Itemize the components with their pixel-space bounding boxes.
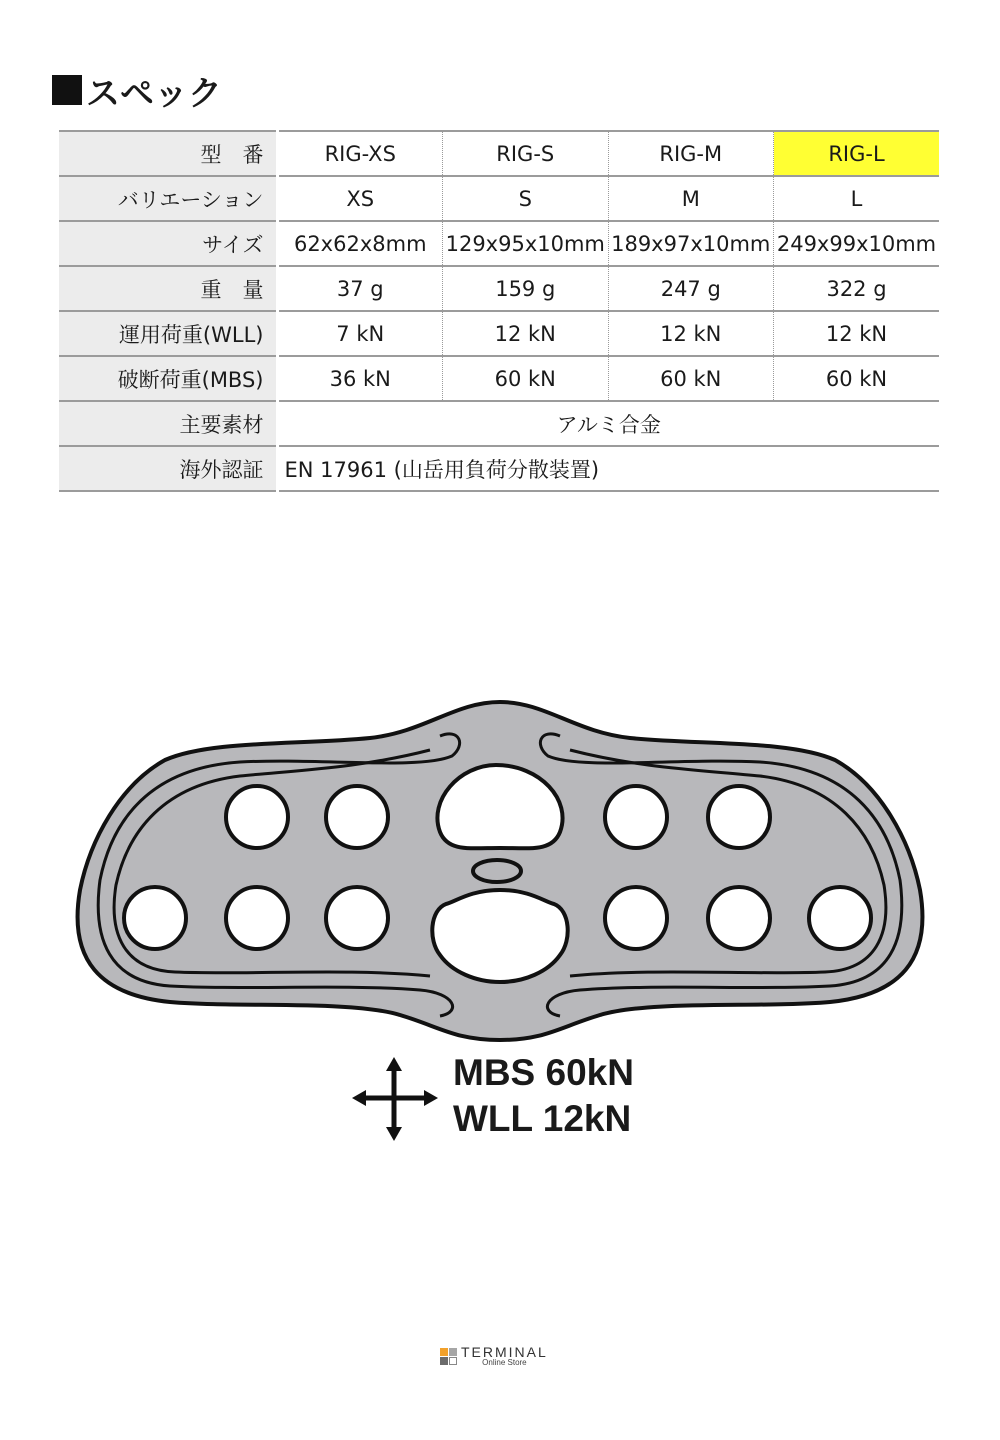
- logo-mark-icon: [440, 1348, 457, 1365]
- load-rating: [453, 1050, 634, 1142]
- logo-subtitle: Online Store: [482, 1358, 527, 1367]
- table-cell: 62x62x8mm: [277, 221, 443, 266]
- table-cell: 129x95x10mm: [443, 221, 609, 266]
- logo-name: TERMINAL: [461, 1344, 548, 1360]
- table-cell: L: [774, 176, 940, 221]
- table-cell: 322 g: [774, 266, 940, 311]
- table-cell-certification: EN 17961 (山岳用負荷分散装置): [277, 446, 939, 491]
- square-bullet-icon: [52, 75, 82, 105]
- table-cell: 159 g: [443, 266, 609, 311]
- spec-heading: [52, 64, 222, 116]
- row-label: 運用荷重(WLL): [59, 311, 277, 356]
- table-row: [59, 401, 939, 446]
- table-cell: 7 kN: [277, 311, 443, 356]
- row-label: 海外認証: [59, 446, 277, 491]
- table-cell: 12 kN: [443, 311, 609, 356]
- table-cell: RIG-M: [608, 131, 774, 176]
- table-row: [59, 131, 939, 176]
- spec-heading-text: スペック: [86, 73, 222, 114]
- four-way-arrow-icon: [350, 1056, 440, 1142]
- table-cell: 37 g: [277, 266, 443, 311]
- row-label: バリエーション: [59, 176, 277, 221]
- highlighted-model-cell: RIG-L: [774, 131, 940, 176]
- table-cell: 189x97x10mm: [608, 221, 774, 266]
- row-label: サイズ: [59, 221, 277, 266]
- row-label: 重 量: [59, 266, 277, 311]
- table-row: [59, 221, 939, 266]
- table-cell: 247 g: [608, 266, 774, 311]
- table-cell: 60 kN: [774, 356, 940, 401]
- table-cell: XS: [277, 176, 443, 221]
- table-cell: 60 kN: [443, 356, 609, 401]
- wll-rating: WLL 12kN: [453, 1098, 632, 1139]
- table-cell: 249x99x10mm: [774, 221, 940, 266]
- table-row: [59, 356, 939, 401]
- table-cell: RIG-XS: [277, 131, 443, 176]
- table-cell: 12 kN: [774, 311, 940, 356]
- table-cell: 36 kN: [277, 356, 443, 401]
- table-cell: RIG-S: [443, 131, 609, 176]
- mbs-rating: MBS 60kN: [453, 1052, 634, 1093]
- terminal-logo: [440, 1344, 548, 1368]
- table-row: [59, 266, 939, 311]
- table-row: [59, 311, 939, 356]
- row-label: 破断荷重(MBS): [59, 356, 277, 401]
- table-cell: S: [443, 176, 609, 221]
- row-label: 主要素材: [59, 401, 277, 446]
- table-cell-material: アルミ合金: [277, 401, 939, 446]
- table-row: [59, 176, 939, 221]
- rigging-plate-diagram-icon: [70, 690, 930, 1050]
- table-cell: 12 kN: [608, 311, 774, 356]
- row-label: 型 番: [59, 131, 277, 176]
- table-cell: 60 kN: [608, 356, 774, 401]
- table-cell: M: [608, 176, 774, 221]
- spec-table: [59, 130, 939, 492]
- table-row: [59, 446, 939, 491]
